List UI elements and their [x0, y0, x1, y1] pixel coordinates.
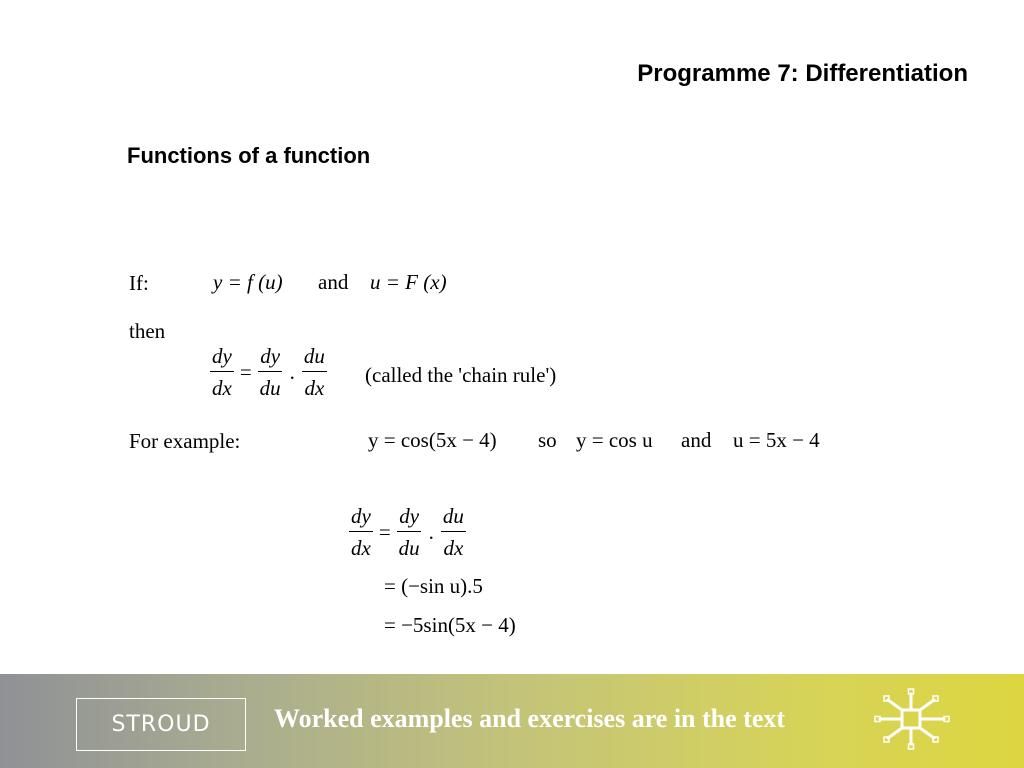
and-word-1: and — [318, 270, 349, 294]
if-label: If: — [129, 271, 149, 295]
example-y-eq-cosu: y = cos u — [576, 428, 653, 452]
equals-sign-2: = — [378, 520, 391, 544]
footer-tagline: Worked examples and exercises are in the text — [274, 704, 786, 733]
chain-rule-note: (called the 'chain rule') — [365, 363, 557, 387]
u-eq-Fx: u = F (x) — [370, 270, 447, 294]
stroud-brand-box — [76, 698, 246, 751]
stroud-brand-label: STROUD — [111, 712, 211, 737]
example-u-eq: u = 5x − 4 — [733, 428, 820, 452]
worked-chain-rule — [349, 506, 466, 559]
programme-title: Programme 7: Differentiation — [637, 60, 968, 87]
example-label: For example: — [129, 429, 241, 453]
fraction-dy-dx: $\frac{dy}{dx}$ — [212, 344, 232, 400]
equals-sign: = — [239, 360, 252, 384]
derivation-step-1: = (−sin u).5 — [384, 574, 483, 598]
fraction-dy-du-2: $\frac{dy}{du}$ — [398, 504, 420, 560]
fraction-dy-dx-2: $\frac{dy}{dx}$ — [351, 504, 371, 560]
network-node-icon — [872, 688, 952, 752]
example-y-eq-cos: y = cos(5x − 4) — [368, 428, 497, 452]
footer-bar — [0, 674, 1024, 768]
then-label: then — [129, 319, 166, 343]
y-eq-fu: y = f (u) — [213, 270, 283, 294]
so-word: so — [538, 428, 557, 452]
chain-rule-formula — [210, 346, 327, 399]
section-title: Functions of a function — [127, 143, 371, 168]
fraction-du-dx: $\frac{du}{dx}$ — [303, 344, 325, 400]
derivation-step-2: = −5sin(5x − 4) — [384, 613, 516, 637]
fraction-du-dx-2: $\frac{du}{dx}$ — [442, 504, 464, 560]
multiply-dot: . — [289, 360, 295, 384]
fraction-dy-du: $\frac{dy}{du}$ — [259, 344, 281, 400]
and-word-2: and — [681, 428, 712, 452]
multiply-dot-2: . — [428, 520, 434, 544]
